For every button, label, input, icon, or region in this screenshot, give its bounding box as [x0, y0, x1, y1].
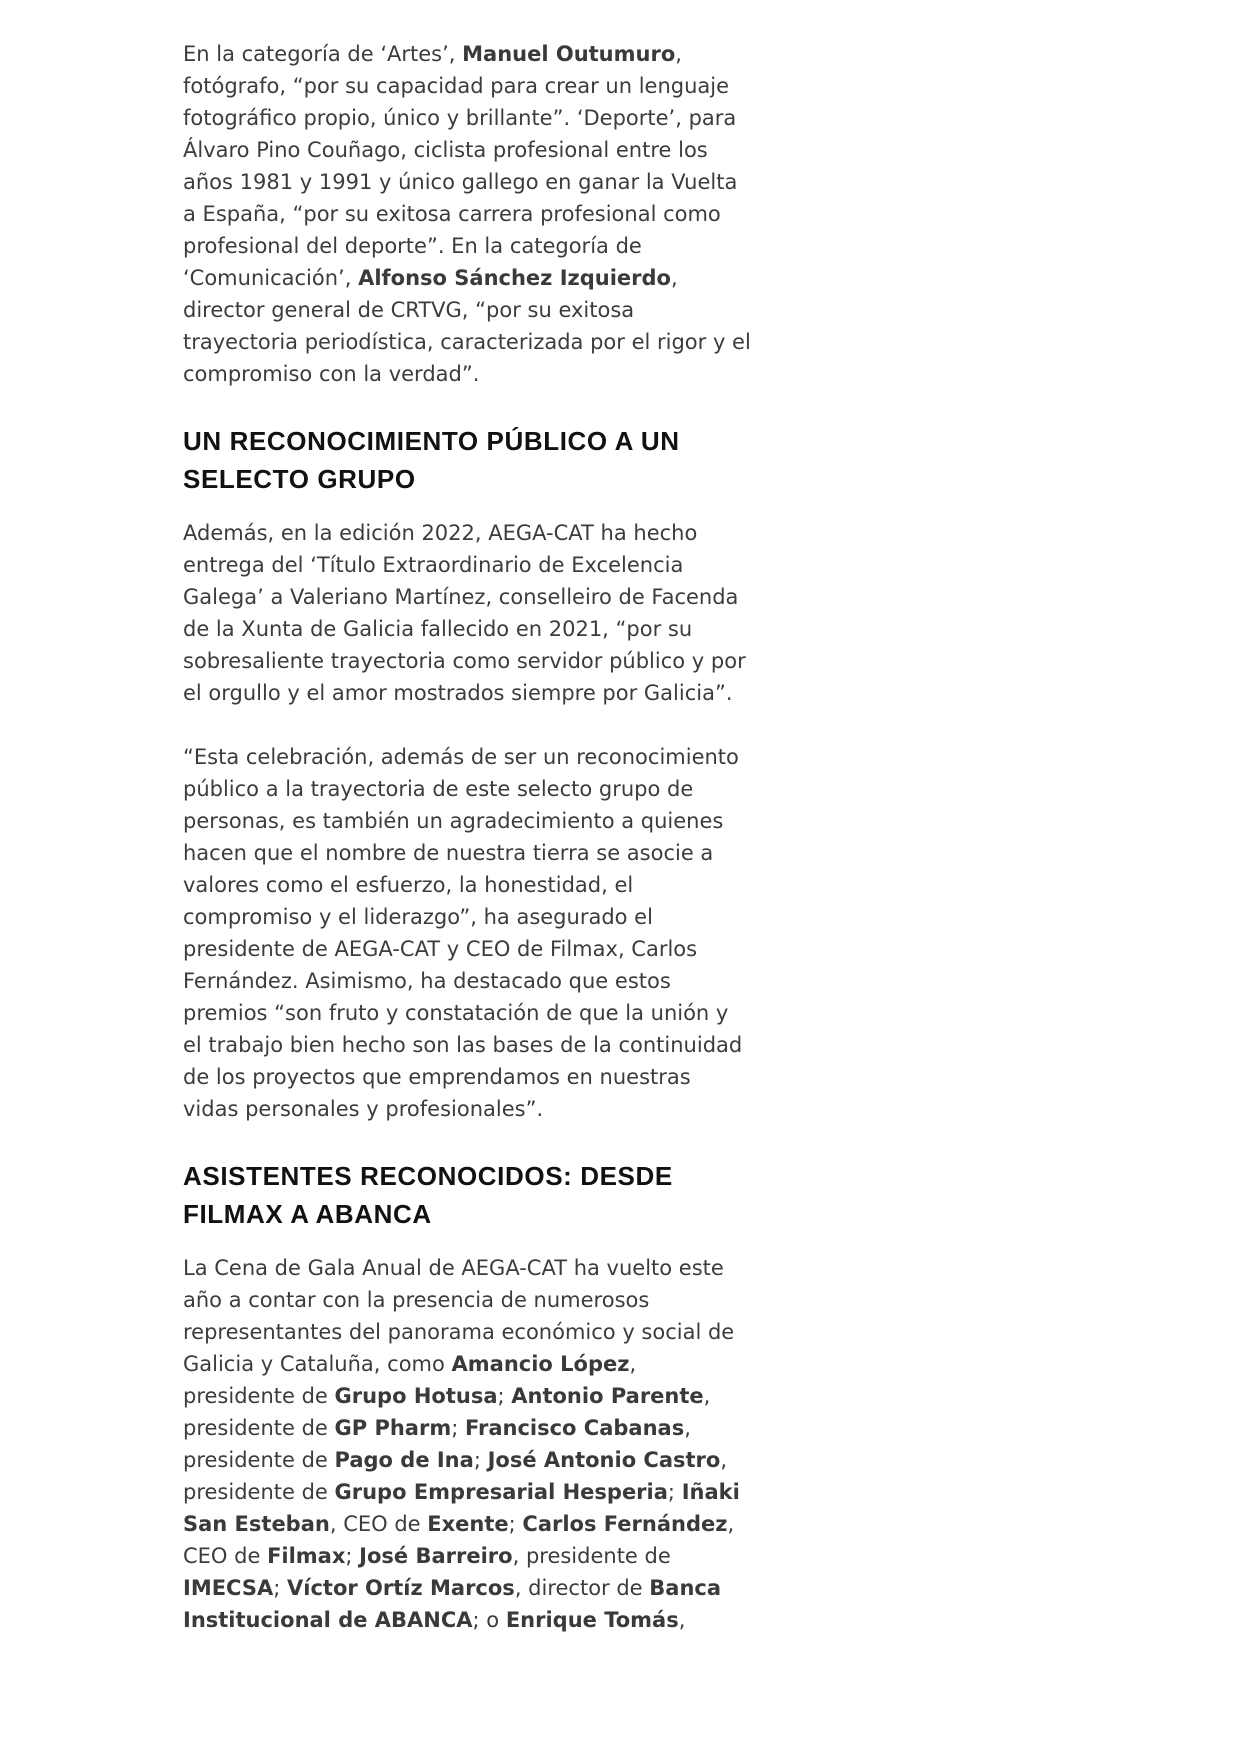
paragraph-titulo-extraordinario: Además, en la edición 2022, AEGA-CAT ha hecho entrega del ‘Título Extraordinario de Excelencia Galega’ a Valeriano Martínez, conselleiro de Facenda de la Xunta de Galicia fallecido en 2021, “por su sobresaliente trayectoria como servidor público y por el orgullo y el amor mostrados siempre por Galicia”. [183, 521, 746, 705]
paragraph-awards-categories [183, 38, 773, 390]
text-run: ; [451, 1416, 465, 1440]
bold-name: Francisco Cabanas [464, 1416, 685, 1440]
bold-name: Víctor Ortíz Marcos [287, 1576, 515, 1600]
text-run: , presidente de [183, 1448, 728, 1504]
text-run: En la categoría de ‘Artes’, [183, 42, 463, 66]
bold-name: José Antonio Castro [487, 1448, 721, 1472]
bold-name: GP Pharm [334, 1416, 452, 1440]
bold-name: José Barreiro [359, 1544, 513, 1568]
bold-name: Grupo Empresarial Hesperia [334, 1480, 668, 1504]
text-run: ; [473, 1448, 488, 1472]
bold-name: Carlos Fernández [522, 1512, 728, 1536]
text-run: ; [345, 1544, 360, 1568]
paragraph-quote-president: “Esta celebración, además de ser un reconocimiento público a la trayectoria de este selecto grupo de personas, es también un agradecimiento a quienes hacen que el nombre de nuestra tierra se asocie a valores como el esfuerzo, la honestidad, el compromiso y el liderazgo”, ha asegurado el presidente de AEGA-CAT y CEO de Filmax, Carlos Fernández. Asimismo, ha destacado que estos premios “son fruto y constatación de que la unión y el trabajo bien hecho son las bases de la continuidad de los proyectos que emprendamos en nuestras vidas personales y profesionales”. [183, 745, 743, 1121]
bold-name: Manuel Outumuro [462, 42, 676, 66]
article-page [183, 38, 773, 1636]
bold-name: Banca Institucional de ABANCA [183, 1576, 722, 1632]
bold-name: Antonio Parente [511, 1384, 704, 1408]
section-heading-reconocimiento: UN RECONOCIMIENTO PÚBLICO A UN SELECTO GRUPO [183, 426, 680, 494]
bold-name: Exente [427, 1512, 509, 1536]
text-run: , presidente de [512, 1544, 671, 1568]
text-run: , CEO de [329, 1512, 428, 1536]
text-run: ; [667, 1480, 682, 1504]
section-heading-asistentes: ASISTENTES RECONOCIDOS: DESDE FILMAX A ABANCA [183, 1161, 673, 1229]
bold-name: Amancio López [451, 1352, 630, 1376]
text-run: ; o [472, 1608, 506, 1632]
text-run: ; [508, 1512, 523, 1536]
bold-name: IMECSA [183, 1576, 274, 1600]
text-run: , [678, 1608, 686, 1632]
text-run: ; [273, 1576, 287, 1600]
paragraph-attendees [183, 1252, 773, 1636]
bold-name: Grupo Hotusa [334, 1384, 498, 1408]
text-run: ; [497, 1384, 512, 1408]
text-run: , director general de CRTVG, “por su exitosa trayectoria periodística, caracterizada por el rigor y el compromiso con la verdad”. [183, 266, 751, 386]
bold-name: Pago de Ina [334, 1448, 474, 1472]
text-run: , CEO de [183, 1512, 735, 1568]
bold-name: Iñaki San Esteban [183, 1480, 740, 1536]
text-run: , presidente de [183, 1416, 691, 1472]
text-run: , presidente de [183, 1352, 637, 1408]
bold-name: Alfonso Sánchez Izquierdo [358, 266, 671, 290]
text-run: , fotógrafo, “por su capacidad para crear un lenguaje fotográfico propio, único y brillante”. ‘Deporte’, para Álvaro Pino Couñago, ciclista profesional entre los años 1981 y 1991 y único gallego en ganar la Vuelta a España, “por su exitosa carrera profesional como profesional del deporte”. En la categoría de ‘Comunicación’, [183, 42, 738, 290]
text-run: , director de [514, 1576, 650, 1600]
text-run: La Cena de Gala Anual de AEGA-CAT ha vuelto este año a contar con la presencia de numerosos representantes del panorama económico y social de Galicia y Cataluña, como [183, 1256, 735, 1376]
bold-name: Enrique Tomás [505, 1608, 679, 1632]
bold-name: Filmax [267, 1544, 346, 1568]
text-run: , presidente de [183, 1384, 711, 1440]
